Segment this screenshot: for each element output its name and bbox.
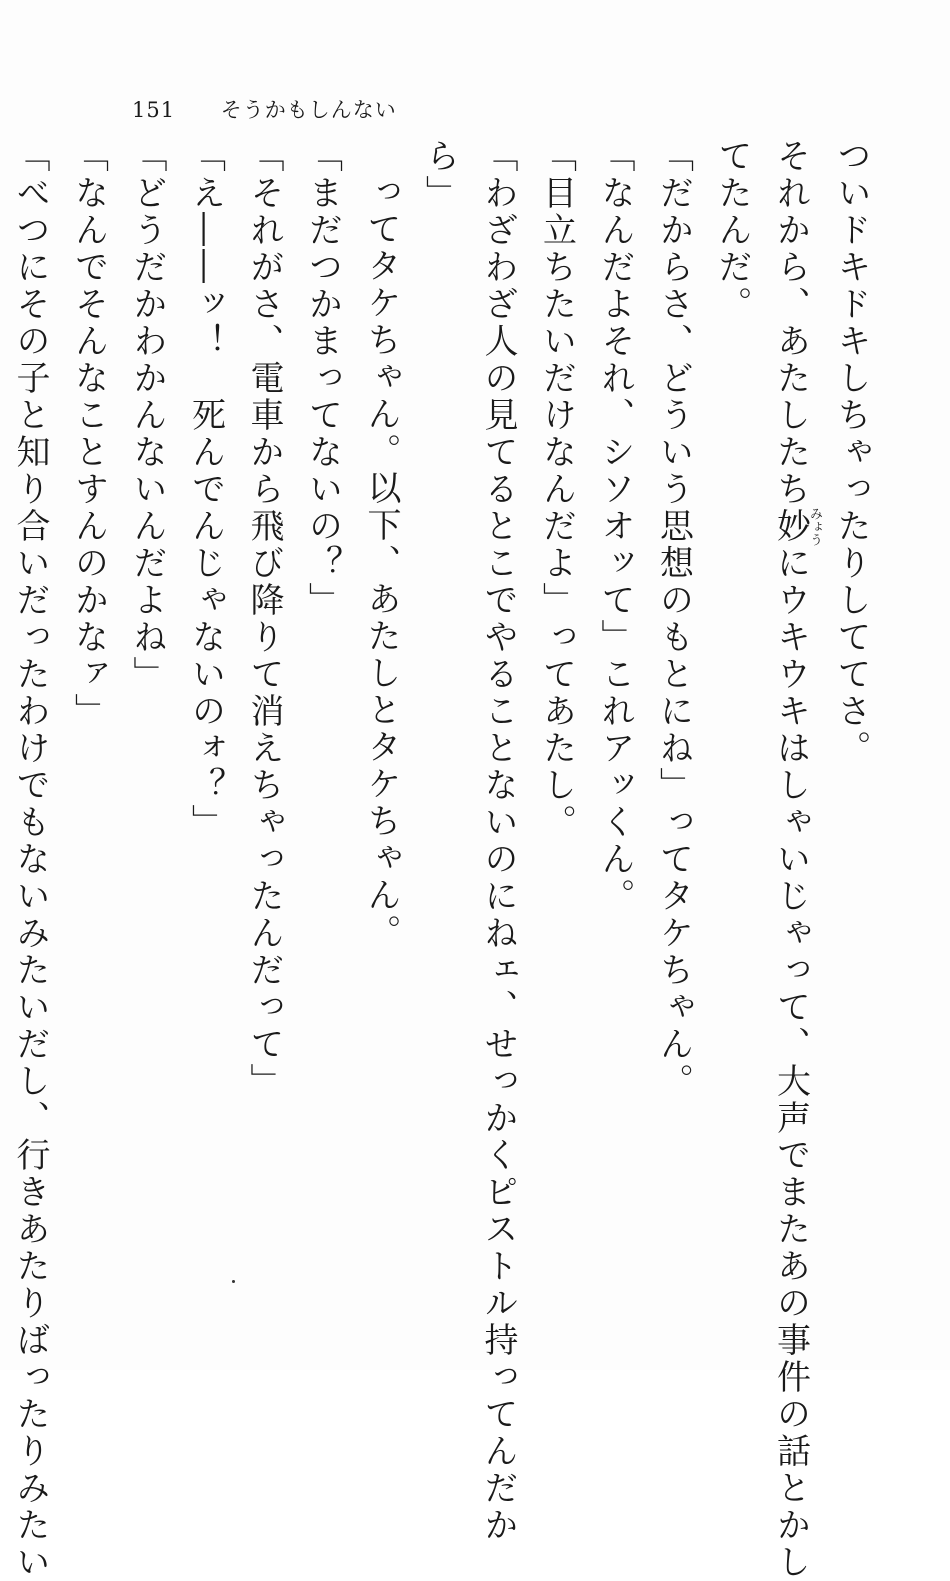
text-line-6: 「目立ちたいだけなんだよ」ってあたし。: [536, 138, 577, 841]
chapter-title: そうかもしんない: [220, 98, 397, 122]
text-line-12: 「え――ッ！ 死んでんじゃないのォ？」: [185, 138, 226, 841]
text-line-1: ついドキドキしちゃったりしててさ。: [831, 138, 871, 767]
text-line-7: 「わざわざ人の見てるとこでやることないのにねェ、せっかくピストル持ってんだか: [478, 138, 518, 1544]
text-line-13: 「どうだかわかんないんだよね」: [127, 138, 167, 693]
text-line-4: 「だからさ、どういう思想のもとにね」ってタケちゃん。: [653, 138, 694, 1100]
body-text: [10, 138, 880, 1581]
text-line-15: 「べつにその子と知り合いだったわけでもないみたいだし、行きあたりばったりみたい: [10, 138, 50, 1581]
text-line-2: それから、あたしたち妙みょうにウキウキはしゃいじゃって、大声でまたあの事件の話とかし: [770, 138, 822, 1581]
text-line-9: ってタケちゃん。以下、あたしとタケちゃん。: [361, 174, 401, 951]
text-line-10: 「まだつかまってないの？」: [302, 138, 343, 619]
text-line-3: てたんだ。: [712, 138, 752, 323]
furigana-ruby: 妙みょう: [770, 507, 822, 546]
text-line-11: 「それがさ、電車から飛び降りて消えちゃったんだって」: [244, 138, 284, 1100]
text-line-8: ら」: [419, 138, 460, 212]
running-head: [132, 94, 397, 124]
furigana-reading: みょう: [807, 507, 822, 546]
text-line-5: 「なんだよそれ、シソオッて」これアッくん。: [595, 138, 635, 915]
print-speck: [232, 1280, 235, 1283]
text-line-14: 「なんでそんなことすんのかなァ」: [68, 138, 109, 730]
page-number: 151: [132, 98, 176, 122]
